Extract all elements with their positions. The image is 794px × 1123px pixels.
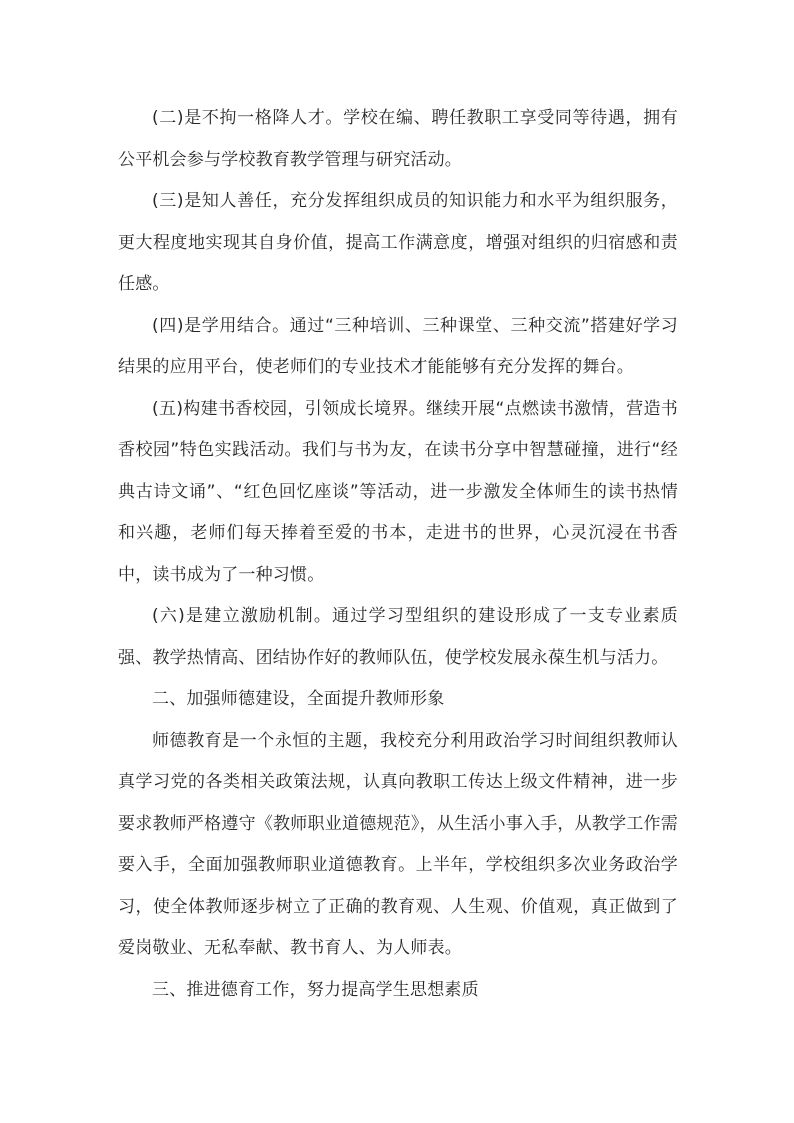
document-page <box>118 98 678 1011</box>
paragraph-ethics-education: 师德教育是一个永恒的主题，我校充分利用政治学习时间组织教师认真学习党的各类相关政策法规，认真向教职工传达上级文件精神，进一步要求教师严格遵守《教师职业道德规范》，从生活小事入手，从教学工作需要入手，全面加强教师职业道德教育。上半年，学校组织多次业务政治学习，使全体教师逐步树立了正确的教育观、人生观、价值观，真正做到了爱岗敬业、无私奉献、教书育人、为人师表。 <box>118 730 678 958</box>
paragraph-appointment: (三)是知人善任，充分发挥组织成员的知识能力和水平为组织服务，更大程度地实现其自身价值，提高工作满意度，增强对组织的归宿感和责任感。 <box>118 191 678 294</box>
section-heading-teacher-ethics: 二、加强师德建设，全面提升教师形象 <box>152 689 445 709</box>
paragraph-reading-campus: (五)构建书香校园，引领成长境界。继续开展“点燃读书激情，营造书香校园”特色实践活动。我们与书为友，在读书分享中智慧碰撞，进行“经典古诗文诵”、“红色回忆座谈”等活动，进一步激发全体师生的读书热情和兴趣，老师们每天捧着至爱的书本，走进书的世界，心灵沉浸在书香中，读书成为了一种习惯。 <box>118 398 678 585</box>
paragraph-incentive: (六)是建立激励机制。通过学习型组织的建设形成了一支专业素质强、教学热情高、团结协作好的教师队伍，使学校发展永葆生机与活力。 <box>118 606 678 668</box>
paragraph-talent: (二)是不拘一格降人才。学校在编、聘任教职工享受同等待遇，拥有公平机会参与学校教育教学管理与研究活动。 <box>118 108 678 170</box>
section-heading-moral-education: 三、推进德育工作，努力提高学生思想素质 <box>152 979 479 1000</box>
paragraph-learning-application: (四)是学用结合。通过“三种培训、三种课堂、三种交流”搭建好学习结果的应用平台，使老师们的专业技术才能能够有充分发挥的舞台。 <box>118 315 678 377</box>
